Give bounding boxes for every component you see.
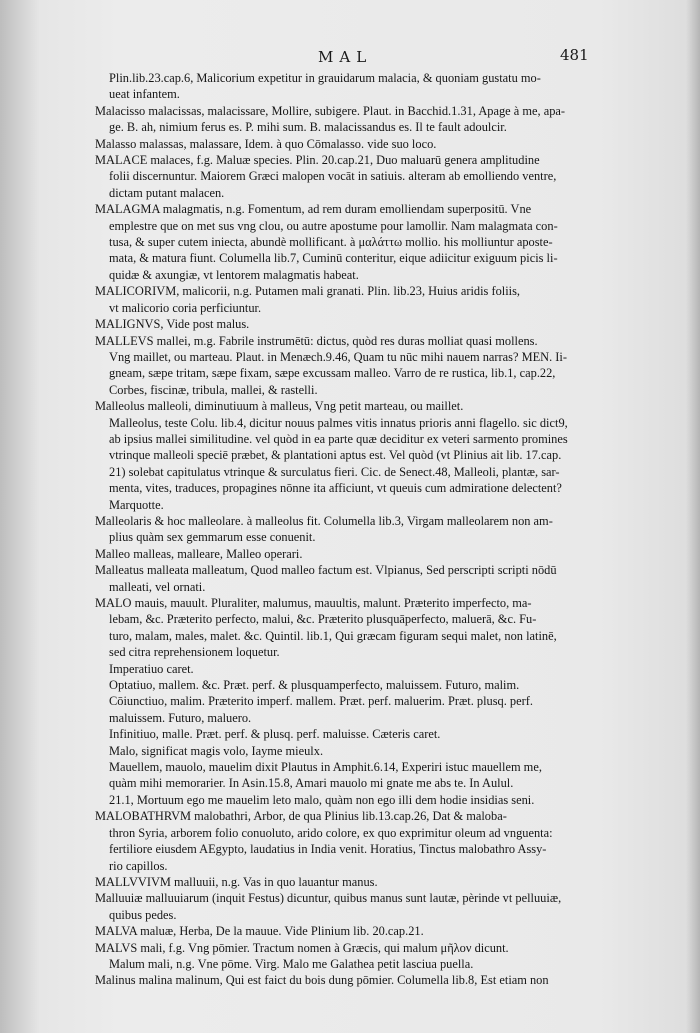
- text-line: quibus pedes.: [109, 907, 177, 922]
- text-line: Malasso malassas, malassare, Idem. à quo Cōmalasso. vide suo loco.: [95, 136, 437, 151]
- text-line: Malacisso malacissas, malacissare, Mollire, subigere. Plaut. in Bacchid.1.31, Apage à me, apa-: [95, 103, 566, 118]
- text-line: Mauellem, mauolo, mauelim dixit Plautus in Amphit.6.14, Experiri istuc mauellem me,: [109, 760, 542, 775]
- text-line: Imperatiuo caret.: [109, 661, 194, 676]
- text-line: MALO mauis, mauult. Pluraliter, malumus, mauultis, malunt. Præterito imperfecto, ma-: [95, 596, 532, 610]
- text-line: tusa, & super cutem iniecta, abundè mollificant. à μαλάττω mollio. his molliuntur aposte-: [109, 235, 553, 250]
- text-line: folii discernuntur. Maiorem Græci malopen vocāt in satiuis. alteram ab emolliendo ventre,: [109, 169, 557, 184]
- text-line: quidæ & axungiæ, vt lentorem malagmatis habeat.: [109, 267, 359, 282]
- text-line: Cōiunctiuo, malim. Præterito imperf. mallem. Præt. perf. maluerim. Præt. plusq. perf.: [109, 694, 533, 709]
- text-line: plius quàm sex gemmarum esse conuenit.: [109, 530, 316, 545]
- text-line: Infinitiuo, malle. Præt. perf. & plusq. perf. maluisse. Cæteris caret.: [109, 727, 441, 742]
- dictionary-text: [95, 70, 605, 989]
- text-line: MALLEVS mallei, m.g. Fabrile instrumētū: dictus, quòd res duras molliat quasi mollens.: [95, 333, 538, 348]
- text-line: Optatiuo, mallem. &c. Præt. perf. & plusquamperfecto, maluissem. Futuro, malim.: [109, 678, 520, 693]
- text-line: dictam putant malacen.: [109, 185, 225, 200]
- text-line: Malluuiæ malluuiarum (inquit Festus) dicuntur, quibus manus sunt lautæ, pèrinde vt pelluuiæ,: [95, 891, 562, 906]
- text-line: vt malicorio coria perficiuntur.: [109, 300, 262, 315]
- text-line: quàm mihi memorarier. In Asin.15.8, Amari mauolo mi gnate me abs te. In Aulul.: [109, 776, 514, 791]
- text-line: thron Syria, arborem folio conuoluto, arido colore, ex quo exprimitur oleum ad vnguenta:: [109, 825, 553, 840]
- text-line: Plin.lib.23.cap.6, Malicorium expetitur in grauidarum malacia, & quoniam gustatu mo-: [109, 71, 541, 85]
- text-line: Malum mali, n.g. Vne pōme. Virg. Malo me Galathea petit lasciua puella.: [109, 956, 474, 971]
- text-line: Malo, significat magis volo, Iayme mieulx.: [109, 743, 324, 758]
- text-line: ab ipsius mallei similitudine. vel quòd in ea parte quæ deciditur ex veteri sarmento promines: [109, 431, 568, 446]
- text-line: Malinus malina malinum, Qui est faict du bois dung pōmier. Columella lib.8, Est etiam non: [95, 973, 549, 988]
- text-line: MALLVVIVM malluuii, n.g. Vas in quo lauantur manus.: [95, 874, 378, 889]
- text-line: MALOBATHRVM malobathri, Arbor, de qua Plinius lib.13.cap.26, Dat & maloba-: [95, 809, 507, 824]
- text-line: Malleolaris & hoc malleolare. à malleolus fit. Columella lib.3, Virgam malleolarem non am-: [95, 513, 553, 528]
- text-line: Malleatus malleata malleatum, Quod malleo factum est. Vlpianus, Sed perscripti scripti nōdū: [95, 563, 557, 578]
- text-line: MALVS mali, f.g. Vng pōmier. Tractum nomen à Græcis, qui malum μῆλον dicunt.: [95, 940, 509, 955]
- text-line: MALAGMA malagmatis, n.g. Fomentum, ad rem duram emolliendam superpositū. Vne: [95, 202, 532, 217]
- text-line: Malleolus, teste Colu. lib.4, dicitur nouus palmes vitis innatus prioris anni flagello. sic dict9,: [109, 415, 568, 430]
- running-head: MAL: [318, 48, 373, 66]
- text-line: malleati, vel ornati.: [109, 579, 206, 594]
- text-line: ge. B. ah, nimium ferus es. P. mihi sum. B. malacissandus es. Il te fault adoulcir.: [109, 120, 507, 135]
- text-line: vtrinque malleoli speciē præbet, & plantationi aptus est. Vel quòd (vt Plinius ait lib. 17.cap.: [109, 448, 562, 463]
- text-line: MALIGNVS, Vide post malus.: [95, 317, 250, 332]
- text-line: maluissem. Futuro, maluero.: [109, 710, 252, 725]
- text-line: sed citra reprehensionem loquetur.: [109, 645, 280, 660]
- text-line: Corbes, fiscinæ, tribula, mallei, & rastelli.: [109, 382, 318, 397]
- text-line: ueat infantem.: [109, 87, 180, 102]
- text-line: Marquotte.: [109, 497, 164, 512]
- text-line: 21.1, Mortuum ego me mauelim leto malo, quàm non ego illi dem hodie insidias seni.: [109, 792, 535, 807]
- text-line: Malleo malleas, malleare, Malleo operari.: [95, 546, 303, 561]
- text-line: 21) solebat capitulatus vtrinque & surculatus fieri. Cic. de Senect.48, Malleoli, plantæ, sar-: [109, 464, 560, 479]
- text-line: MALACE malaces, f.g. Maluæ species. Plin. 20.cap.21, Duo maluarū genera amplitudine: [95, 153, 540, 168]
- text-line: fertiliore eiusdem AEgypto, laudatius in India venit. Horatius, Tinctus malobathro Assy-: [109, 842, 547, 857]
- page-number: 481: [560, 46, 589, 64]
- text-line: gneam, sæpe tritam, sæpe fixam, sæpe excussam malleo. Varro de re rustica, lib.1, cap.22,: [109, 366, 556, 381]
- text-line: mata, & matura fiunt. Columella lib.7, Cuminū conteritur, eique adiicitur exiguum picis li-: [109, 251, 558, 266]
- text-line: turo, malam, males, malet. &c. Quintil. lib.1, Qui græcam figuram sequi malet, non latinē,: [109, 628, 557, 643]
- text-line: MALVA maluæ, Herba, De la mauue. Vide Plinium lib. 20.cap.21.: [95, 924, 424, 939]
- text-line: emplestre que on met sus vng clou, ou autre apostume pour lamollir. Nam malagmata con-: [109, 218, 558, 233]
- text-line: MALICORIVM, malicorii, n.g. Putamen mali granati. Plin. lib.23, Huius aridis foliis,: [95, 284, 521, 299]
- text-line: rio capillos.: [109, 858, 168, 873]
- text-line: Vng maillet, ou marteau. Plaut. in Menæch.9.46, Quam tu nūc mihi nauem narras? MEN. Ii-: [109, 349, 568, 364]
- page-edge-shadow: [686, 0, 700, 1033]
- text-line: menta, vites, traduces, propagines nōnne ita afficiunt, vt queuis cum admiratione delectent?: [109, 481, 562, 496]
- text-line: lebam, &c. Præterito perfecto, malui, &c. Præterito plusquāperfecto, maluerā, &c. Fu-: [109, 612, 537, 627]
- text-line: Malleolus malleoli, diminutiuum à malleus, Vng petit marteau, ou maillet.: [95, 399, 464, 414]
